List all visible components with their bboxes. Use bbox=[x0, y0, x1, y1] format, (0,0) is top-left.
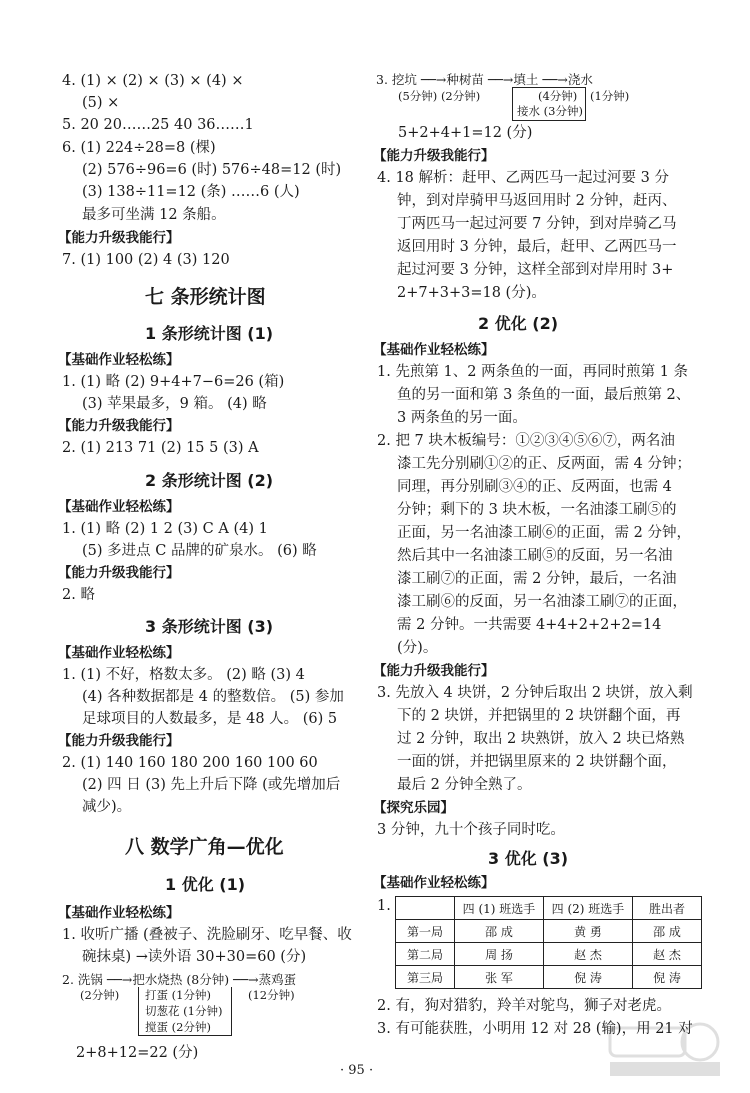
answer-line: 4. (1) × (2) × (3) × (4) × bbox=[62, 73, 244, 89]
answer-line: 3. 先放入 4 块饼，2 分钟后取出 2 块饼，放入剩 bbox=[377, 685, 693, 701]
answer-line: 漆工刷⑦的正面，需 2 分钟，最后，一名油 bbox=[397, 571, 677, 587]
answer-line: 碗抹桌) →读外语 30+30=60 (分) bbox=[82, 949, 307, 965]
flow-step: 接水 (3分钟) bbox=[517, 104, 583, 118]
watermark-logo bbox=[600, 1020, 730, 1080]
answer-line: 钟，到对岸骑甲马返回用时 2 分钟，赶丙、 bbox=[397, 193, 677, 209]
answer-line: 2. 略 bbox=[62, 587, 95, 603]
table-cell: 倪 涛 bbox=[633, 966, 702, 989]
table-header-cell: 胜出者 bbox=[633, 897, 702, 920]
answer-line: (4) 各种数据都是 4 的整数倍。 (5) 参加 bbox=[82, 689, 344, 705]
table-header-cell: 四 (2) 班选手 bbox=[544, 897, 633, 920]
section-tag: 【探究乐园】 bbox=[373, 800, 454, 816]
answer-line: 漆工刷⑥的反面，另一名油漆工刷⑦的正面， bbox=[397, 594, 687, 610]
answer-line: 下的 2 块饼，并把锅里的 2 块饼翻个面，再 bbox=[397, 708, 681, 724]
table-cell: 周 扬 bbox=[455, 943, 544, 966]
answer-line: 7. (1) 100 (2) 4 (3) 120 bbox=[62, 252, 230, 268]
answer-line: 返回用时 3 分钟，最后，赶甲、乙两匹马一 bbox=[397, 239, 677, 255]
answer-line: 同理，再分别刷③④的正、反两面，也需 4 bbox=[397, 479, 672, 495]
section-tag: 【基础作业轻松练】 bbox=[58, 499, 180, 515]
section-tag: 【能力升级我能行】 bbox=[58, 230, 180, 246]
answer-line: 2+8+12=22 (分) bbox=[76, 1045, 199, 1061]
answer-line: 1. (1) 略 (2) 9+4+7−6=26 (箱) bbox=[62, 374, 285, 390]
flow-step: 3. 挖坑 ──→种树苗 ──→填土 ──→浇水 bbox=[376, 72, 593, 87]
section-tag: 【能力升级我能行】 bbox=[373, 663, 495, 679]
section-title: 1 条形统计图 (1) bbox=[145, 324, 274, 343]
table-cell: 第二局 bbox=[396, 943, 455, 966]
answer-line: 3 两条鱼的另一面。 bbox=[397, 410, 527, 426]
table-header-cell bbox=[396, 897, 455, 920]
answer-line: 漆工先分别刷①②的正、反两面，需 4 分钟； bbox=[397, 456, 691, 472]
table-cell: 第一局 bbox=[396, 920, 455, 943]
answer-line: 5. 20 20……25 40 36……1 bbox=[62, 117, 254, 133]
answer-line: 5+2+4+1=12 (分) bbox=[398, 125, 533, 141]
section-tag: 【能力升级我能行】 bbox=[58, 418, 180, 434]
answer-line: 一面的饼，并把锅里原来的 2 块饼翻个面， bbox=[397, 754, 677, 770]
flow-step: 搅蛋 (2分钟) bbox=[145, 1020, 211, 1034]
flow-step: 2. 洗锅 ──→把水烧热 (8分钟) ──→蒸鸡蛋 bbox=[62, 972, 297, 987]
answer-line: 3. 有可能获胜，小明用 12 对 28 (输)，用 21 对 bbox=[377, 1021, 693, 1037]
flow-time: (12分钟) bbox=[248, 988, 295, 1002]
answer-line: 4. 18 解析：赶甲、乙两匹马一起过河要 3 分 bbox=[377, 170, 669, 186]
answer-line: 丁两匹马一起过河要 7 分钟，到对岸骑乙马 bbox=[397, 216, 677, 232]
table-cell: 邵 成 bbox=[633, 920, 702, 943]
answer-line: 足球项目的人数最多，是 48 人。 (6) 5 bbox=[82, 711, 338, 727]
answer-line: (5) 多进点 C 品牌的矿泉水。 (6) 略 bbox=[82, 543, 317, 559]
section-tag: 【能力升级我能行】 bbox=[373, 148, 495, 164]
answer-line: 2+7+3+3=18 (分)。 bbox=[397, 285, 546, 301]
table-cell: 倪 涛 bbox=[544, 966, 633, 989]
answer-line: (2) 576÷96=6 (时) 576÷48=12 (时) bbox=[82, 162, 342, 178]
answer-line: 2. 有，狗对猎豹，羚羊对鸵鸟，狮子对老虎。 bbox=[377, 998, 671, 1014]
table-header-cell: 四 (1) 班选手 bbox=[455, 897, 544, 920]
answer-line: 正面，另一名油漆工刷⑥的正面，需 2 分钟， bbox=[397, 525, 691, 541]
section-title: 2 优化 (2) bbox=[478, 314, 559, 333]
answer-line: 1. 收听广播 (叠被子、洗脸刷牙、吃早餐、收 bbox=[62, 927, 352, 943]
parallel-bracket bbox=[138, 987, 232, 1036]
table-row bbox=[396, 966, 702, 989]
table-cell: 赵 杰 bbox=[633, 943, 702, 966]
answer-line: 减少)。 bbox=[82, 799, 132, 815]
section-title: 3 优化 (3) bbox=[488, 849, 569, 868]
answer-line: 起过河要 3 分钟，这样全部到对岸用时 3+ bbox=[397, 262, 674, 278]
flow-time: (1分钟) bbox=[590, 89, 630, 103]
chapter-title: 七 条形统计图 bbox=[145, 286, 266, 308]
table-row bbox=[396, 943, 702, 966]
answer-line: 2. (1) 213 71 (2) 15 5 (3) A bbox=[62, 440, 259, 456]
answer-line: 2. (1) 140 160 180 200 160 100 60 bbox=[62, 755, 318, 771]
flow-time: (5分钟) (2分钟) bbox=[398, 89, 481, 103]
flow-step: 打蛋 (1分钟) bbox=[145, 988, 211, 1002]
chapter-title: 八 数学广角—优化 bbox=[125, 836, 284, 858]
table-cell: 张 军 bbox=[455, 966, 544, 989]
answer-line: 6. (1) 224÷28=8 (棵) bbox=[62, 140, 216, 156]
flow-time: (2分钟) bbox=[80, 988, 120, 1002]
answer-line: 然后其中一名油漆工刷⑤的反面，另一名油 bbox=[397, 548, 673, 564]
table-cell: 黄 勇 bbox=[544, 920, 633, 943]
table-row bbox=[396, 897, 702, 920]
answer-line: 2. 把 7 块木板编号：①②③④⑤⑥⑦，两名油 bbox=[377, 433, 675, 449]
question-number: 1. bbox=[377, 898, 391, 914]
answer-line: 最多可坐满 12 条船。 bbox=[82, 207, 226, 223]
answer-line: 1. (1) 略 (2) 1 2 (3) C A (4) 1 bbox=[62, 521, 268, 537]
answer-line: (3) 138÷11=12 (条) ……6 (人) bbox=[82, 184, 300, 200]
flow-time: (4分钟) bbox=[538, 89, 578, 103]
answer-line: 分钟；剩下的 3 块木板，一名油漆工刷⑤的 bbox=[397, 502, 677, 518]
table-cell: 第三局 bbox=[396, 966, 455, 989]
section-tag: 【基础作业轻松练】 bbox=[58, 905, 180, 921]
match-results-table bbox=[395, 896, 702, 989]
page-number: · 95 · bbox=[340, 1063, 374, 1078]
answer-line: 最后 2 分钟全熟了。 bbox=[397, 777, 532, 793]
section-title: 3 条形统计图 (3) bbox=[145, 617, 274, 636]
section-tag: 【能力升级我能行】 bbox=[58, 733, 180, 749]
answer-line: (3) 苹果最多，9 箱。 (4) 略 bbox=[82, 396, 267, 412]
answer-line: 3 分钟，九十个孩子同时吃。 bbox=[377, 822, 565, 838]
section-tag: 【基础作业轻松练】 bbox=[58, 352, 180, 368]
answer-line: (2) 四 日 (3) 先上升后下降 (或先增加后 bbox=[82, 777, 341, 793]
flow-step: 切葱花 (1分钟) bbox=[145, 1004, 223, 1018]
table-cell: 邵 成 bbox=[455, 920, 544, 943]
section-tag: 【能力升级我能行】 bbox=[58, 565, 180, 581]
parallel-bracket bbox=[512, 87, 586, 121]
section-tag: 【基础作业轻松练】 bbox=[58, 645, 180, 661]
answer-line: 1. 先煎第 1、2 两条鱼的一面，再同时煎第 1 条 bbox=[377, 364, 689, 380]
section-tag: 【基础作业轻松练】 bbox=[373, 875, 495, 891]
table-cell: 赵 杰 bbox=[544, 943, 633, 966]
table-row bbox=[396, 920, 702, 943]
answer-line: 鱼的另一面和第 3 条鱼的一面，最后煎第 2、 bbox=[397, 387, 691, 403]
answer-line: (分)。 bbox=[397, 640, 438, 656]
section-title: 1 优化 (1) bbox=[165, 875, 246, 894]
section-title: 2 条形统计图 (2) bbox=[145, 471, 274, 490]
section-tag: 【基础作业轻松练】 bbox=[373, 342, 495, 358]
answer-line: 1. (1) 不好，格数太多。 (2) 略 (3) 4 bbox=[62, 667, 305, 683]
answer-line: 过 2 分钟，取出 2 块熟饼，放入 2 块已烙熟 bbox=[397, 731, 685, 747]
answer-line: 需 2 分钟。一共需要 4+4+2+2+2=14 bbox=[397, 617, 662, 633]
answer-line: (5) × bbox=[82, 95, 120, 111]
